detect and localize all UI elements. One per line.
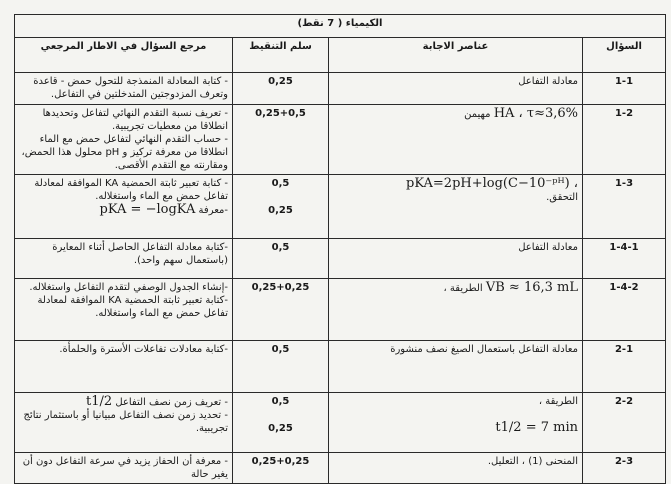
question-number: 1-3 bbox=[583, 175, 666, 239]
answer-formula: pKA=2pH+log(C−10⁻ᵖᴴ) ، bbox=[406, 176, 578, 191]
table-row bbox=[15, 239, 666, 279]
reference-cell bbox=[15, 393, 233, 453]
reference-line: -معرفة bbox=[198, 205, 228, 216]
reference-line: - كتابة تعبير ثابتة الحمضية KA الموافقة لمعادلة تفاعل حمض مع الماء واستغلاله. bbox=[34, 178, 228, 202]
reference-cell: -كتابة معادلة التفاعل الحاصل أثناء المعايرة (باستعمال سهم واحد). bbox=[15, 239, 233, 279]
question-number: 1-1 bbox=[583, 73, 666, 105]
question-number: 1-4-2 bbox=[583, 279, 666, 341]
reference-cell bbox=[15, 105, 233, 175]
reference-line: - تعريف زمن نصف التفاعل bbox=[115, 397, 228, 408]
answer-cell bbox=[329, 393, 583, 453]
answer-formula: VB ≈ 16,3 mL bbox=[485, 280, 578, 295]
reference-formula: t1/2 bbox=[85, 394, 113, 409]
header-reference: مرجع السؤال في الاطار المرجعي bbox=[15, 38, 233, 73]
reference-line: - تحديد زمن نصف التفاعل مبيانيا أو باستثمار نتائج تجريبية. bbox=[23, 410, 228, 434]
score-value: 0,25 bbox=[268, 205, 293, 216]
score-cell: 0,5 bbox=[233, 341, 329, 393]
grading-table bbox=[14, 14, 666, 484]
answer-text: مهيمن bbox=[464, 109, 491, 120]
answer-cell: المنحنى (1) ، التعليل. bbox=[329, 453, 583, 484]
score-cell: 0,25 bbox=[233, 73, 329, 105]
section-title: الكيمياء ( 7 نقط) bbox=[15, 15, 666, 38]
reference-cell: - كتابة المعادلة المنمذجة للتحول حمض - قاعدة وتعرف المزدوجتين المتدخلتين في التفاعل. bbox=[15, 73, 233, 105]
answer-formula: t1/2 = 7 min bbox=[495, 420, 578, 435]
answer-cell bbox=[329, 175, 583, 239]
reference-line: -كتابة تعبير ثابتة الحمضية KA الموافقة لمعادلة تفاعل حمض مع الماء واستغلاله. bbox=[37, 295, 228, 319]
score-value: 0,25 bbox=[268, 423, 293, 434]
header-answer: عناصر الاجابة bbox=[329, 38, 583, 73]
header-question: السؤال bbox=[583, 38, 666, 73]
answer-text: الطريقة ، bbox=[443, 283, 483, 294]
answer-cell bbox=[329, 105, 583, 175]
answer-cell: معادلة التفاعل باستعمال الصيغ نصف منشورة bbox=[329, 341, 583, 393]
title-row bbox=[15, 15, 666, 38]
score-cell: 0,5 bbox=[233, 239, 329, 279]
score-cell: 0,25+0,25 bbox=[233, 279, 329, 341]
score-cell: 0,25+0,25 bbox=[233, 453, 329, 484]
answer-formula: HA ، τ≈3,6% bbox=[493, 106, 578, 121]
header-scale: سلم التنقيط bbox=[233, 38, 329, 73]
table-row bbox=[15, 105, 666, 175]
table-row bbox=[15, 341, 666, 393]
reference-cell bbox=[15, 279, 233, 341]
table-row bbox=[15, 453, 666, 484]
reference-line: - تعريف نسبة التقدم النهائي لتفاعل وتحديدها انطلاقا من معطيات تجريبية. bbox=[42, 108, 228, 132]
reference-cell bbox=[15, 175, 233, 239]
score-value: 0,5 bbox=[271, 396, 290, 407]
question-number: 1-4-1 bbox=[583, 239, 666, 279]
answer-cell bbox=[329, 279, 583, 341]
reference-line: -إنشاء الجدول الوصفي لتقدم التفاعل واستغلاله. bbox=[29, 282, 228, 293]
header-row bbox=[15, 38, 666, 73]
score-cell: 0,25+0,5 bbox=[233, 105, 329, 175]
answer-text: التحقق. bbox=[546, 192, 578, 203]
question-number: 2-3 bbox=[583, 453, 666, 484]
question-number: 1-2 bbox=[583, 105, 666, 175]
question-number: 2-2 bbox=[583, 393, 666, 453]
table-row bbox=[15, 279, 666, 341]
score-cell bbox=[233, 175, 329, 239]
reference-line: - حساب التقدم النهائي لتفاعل حمض مع الماء انطلاقا من معرفة تركيز و pH محلول هذا الحمض، ومقارنته مع التقدم الأقصى. bbox=[21, 134, 228, 171]
score-value: 0,5 bbox=[271, 178, 290, 189]
answer-cell: معادلة التفاعل bbox=[329, 239, 583, 279]
table-row bbox=[15, 393, 666, 453]
table-row bbox=[15, 73, 666, 105]
reference-cell: - معرفة أن الحفاز يزيد في سرعة التفاعل دون أن يغير حالة bbox=[15, 453, 233, 484]
answer-text: الطريقة ، bbox=[538, 396, 578, 407]
question-number: 2-1 bbox=[583, 341, 666, 393]
reference-cell: -كتابة معادلات تفاعلات الأسترة والحلمأة. bbox=[15, 341, 233, 393]
score-cell bbox=[233, 393, 329, 453]
reference-formula: pKA = −logKA bbox=[99, 202, 196, 217]
answer-cell: معادلة التفاعل bbox=[329, 73, 583, 105]
table-row bbox=[15, 175, 666, 239]
